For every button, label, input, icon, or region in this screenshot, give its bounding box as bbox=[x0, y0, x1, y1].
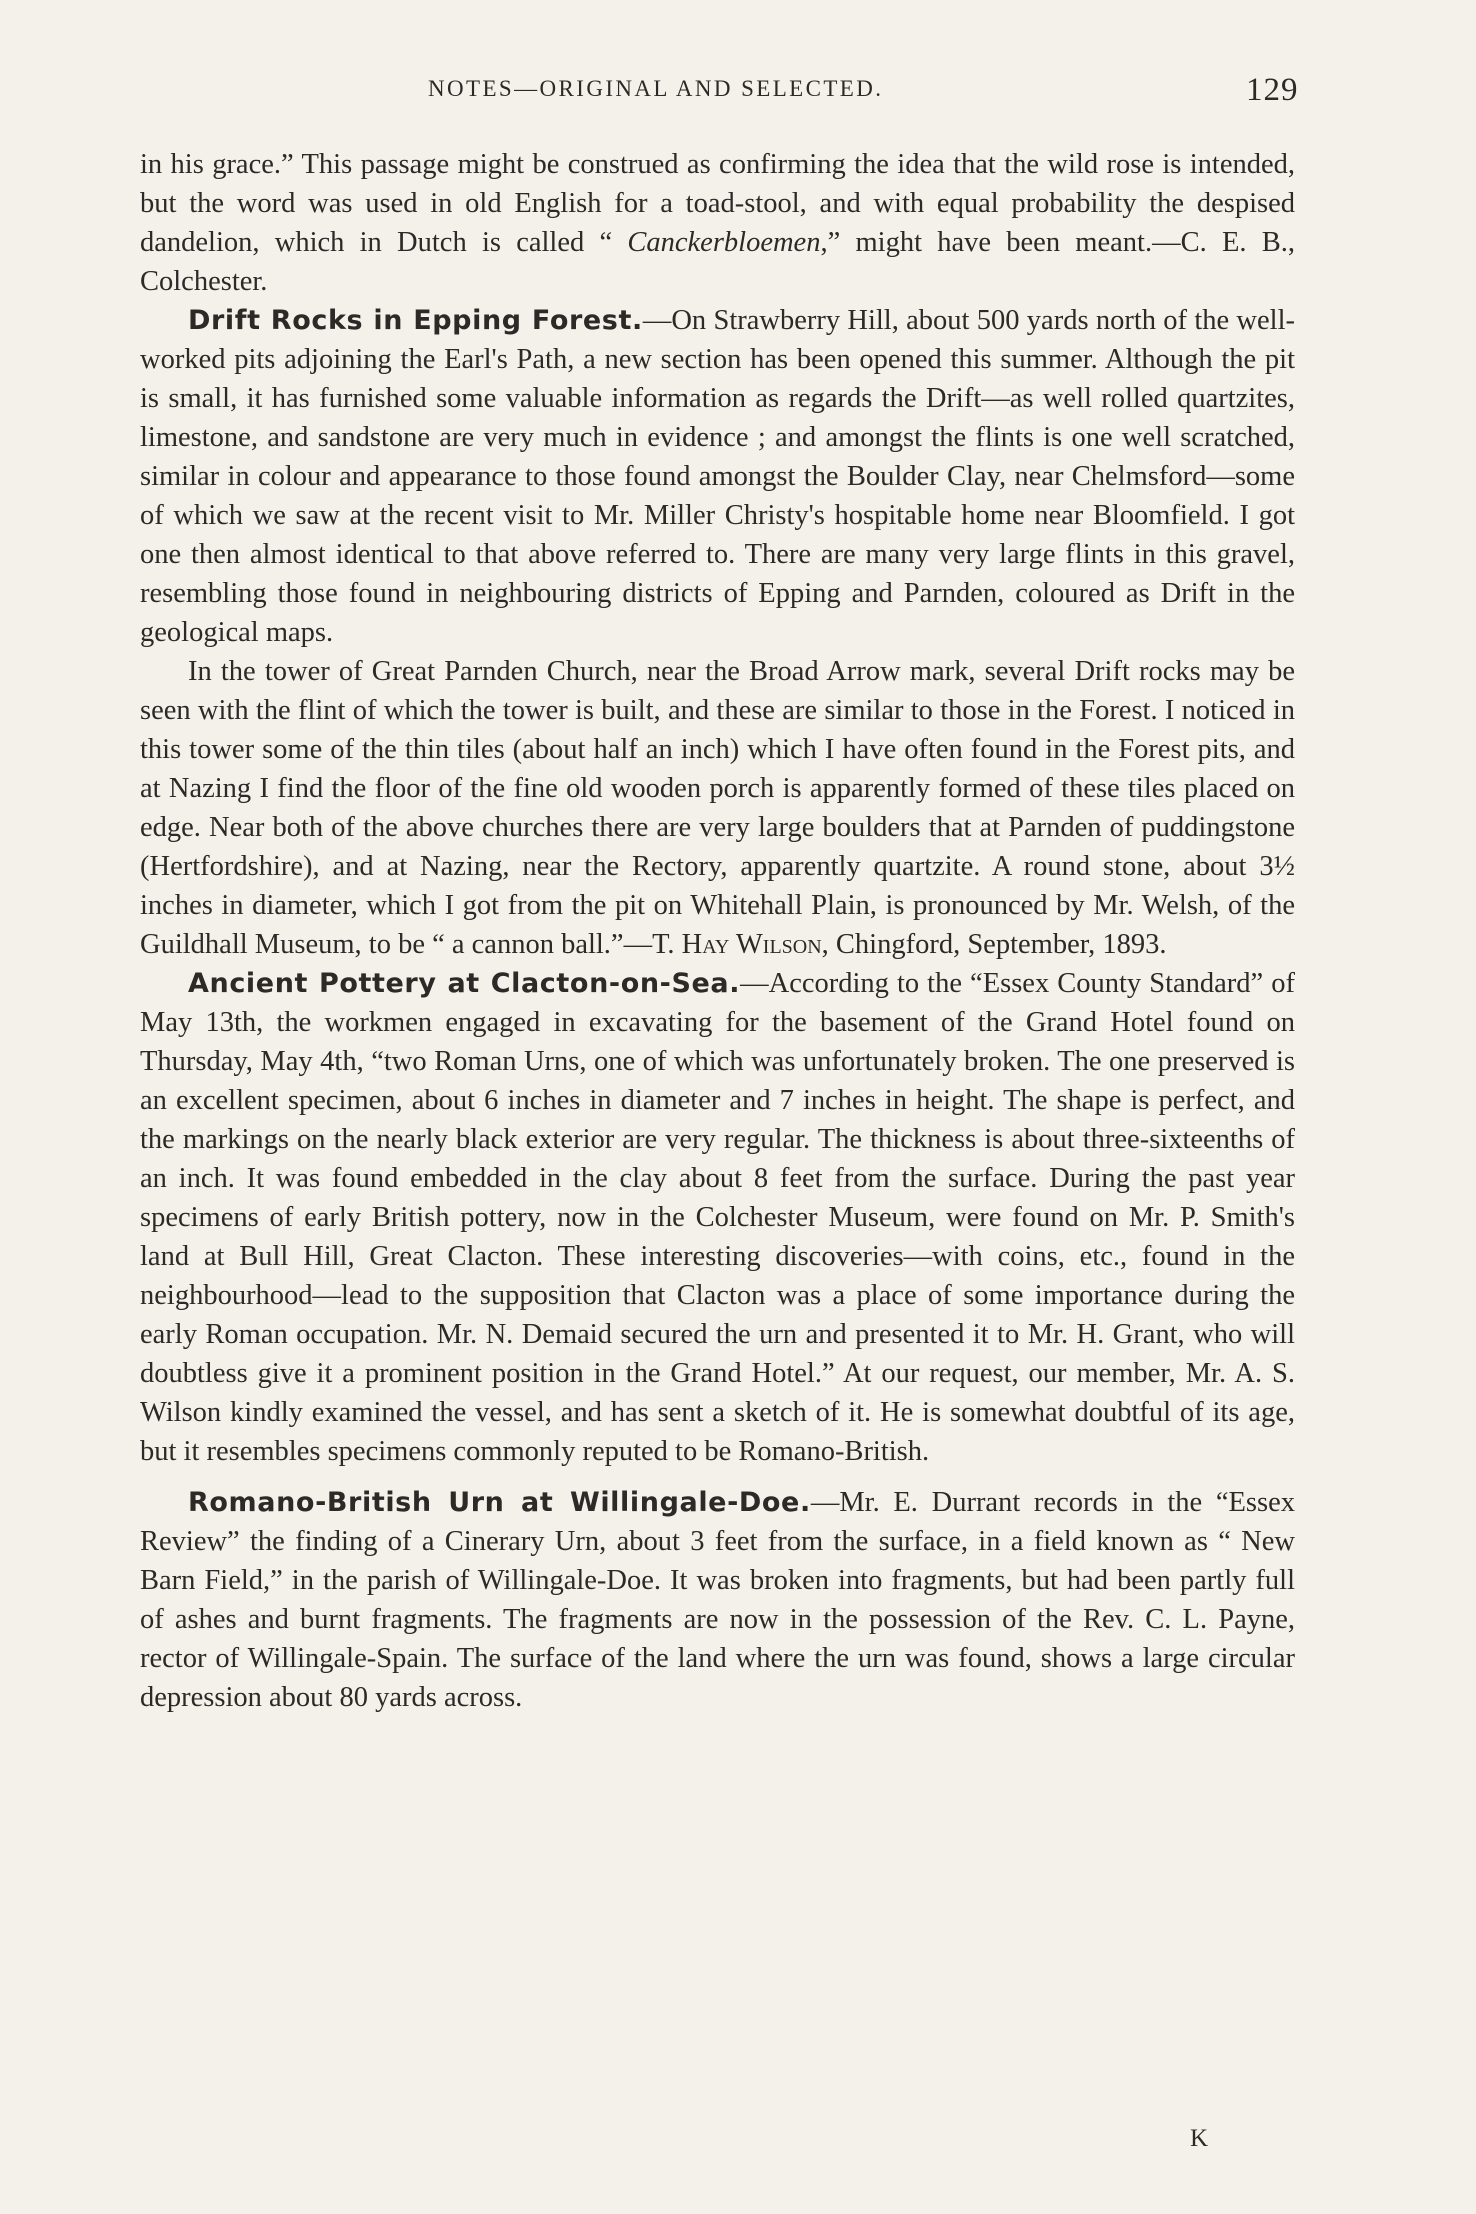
text-run: —Mr. E. Durrant records in the “Essex Review” the finding of a Cinerary Urn, about 3 feet from the surface, in a field known as “ New Barn Field,” in the parish of Willingale-Doe. It was broken into fragments, but had been partly full of ashes and burnt fragments. The fragments are now in the possession of the Rev. C. L. Payne, rector of Willingale-Spain. The surface of the land where the urn was found, shows a large circular depression about 80 yards across. bbox=[140, 1487, 1295, 1713]
text-body bbox=[140, 145, 1295, 1717]
section-heading: Drift Rocks in Epping Forest. bbox=[188, 305, 643, 336]
paragraph-drift-rocks bbox=[140, 301, 1295, 652]
paragraph-canckerbloemen-note bbox=[140, 145, 1295, 301]
author-name: Hay Wilson bbox=[681, 929, 822, 960]
text-run: ,” might have been meant.—C. E. B., Colchester. bbox=[140, 227, 1295, 297]
running-title: NOTES—ORIGINAL AND SELECTED. bbox=[428, 76, 884, 101]
paragraph-ancient-pottery bbox=[140, 964, 1295, 1471]
italic-term: Canckerbloemen bbox=[627, 227, 821, 258]
text-run: —On Strawberry Hill, about 500 yards north of the well-worked pits adjoining the Earl's Path, a new section has been opened this summer. Although the pit is small, it has furnished some valuable information as regards the Drift—as well rolled quartzites, limestone, and sandstone are very much in evidence ; and amongst the flints is one well scratched, similar in colour and appearance to those found amongst the Boulder Clay, near Chelmsford—some of which we saw at the recent visit to Mr. Miller Christy's hospitable home near Bloomfield. I got one then almost identical to that above referred to. There are many very large flints in this gravel, resembling those found in neighbouring districts of Epping and Parnden, coloured as Drift in the geological maps. bbox=[140, 305, 1295, 648]
paragraph-willingale-urn bbox=[140, 1483, 1295, 1717]
text-run: —According to the “Essex County Standard” of May 13th, the workmen engaged in excavating for the basement of the Grand Hotel found on Thursday, May 4th, “two Roman Urns, one of which was unfortunately broken. The one preserved is an excellent specimen, about 6 inches in diameter and 7 inches in height. The shape is perfect, and the markings on the nearly black exterior are very regular. The thickness is about three-sixteenths of an inch. It was found embedded in the clay about 8 feet from the surface. During the past year specimens of early British pottery, now in the Colchester Museum, were found on Mr. P. Smith's land at Bull Hill, Great Clacton. These interesting discoveries—with coins, etc., found in the neighbourhood—lead to the supposition that Clacton was a place of some importance during the early Roman occupation. Mr. N. Demaid secured the urn and presented it to Mr. H. Grant, who will doubtless give it a prominent position in the Grand Hotel.” At our request, our member, Mr. A. S. Wilson kindly examined the vessel, and has sent a sketch of it. He is somewhat doubtful of its age, but it resembles specimens commonly reputed to be Romano-British. bbox=[140, 968, 1295, 1467]
text-run: In the tower of Great Parnden Church, near the Broad Arrow mark, several Drift rocks may be seen with the flint of which the tower is built, and these are similar to those in the Forest. I noticed in this tower some of the thin tiles (about half an inch) which I have often found in the Forest pits, and at Nazing I find the floor of the fine old wooden porch is apparently formed of these tiles placed on edge. Near both of the above churches there are very large boulders that at Parnden of puddingstone (Hertfordshire), and at Nazing, near the Rectory, apparently quartzite. A round stone, about 3½ inches in diameter, which I got from the pit on Whitehall Plain, is pronounced by Mr. Welsh, of the Guildhall Museum, to be “ a cannon ball.”—T. bbox=[140, 656, 1295, 960]
text-run: , Chingford, September, 1893. bbox=[821, 929, 1167, 960]
paragraph-great-parnden-church bbox=[140, 652, 1295, 964]
section-heading: Ancient Pottery at Clacton-on-Sea. bbox=[188, 968, 741, 999]
text-run: in his grace.” This passage might be construed as confirming the idea that the wild rose is intended, but the word was used in old English for a toad-stool, and with equal probability the despised dandelion, which in Dutch is called “ bbox=[140, 149, 1295, 258]
running-header bbox=[0, 72, 1476, 116]
page-number: 129 bbox=[1246, 72, 1299, 108]
signature-mark: K bbox=[1190, 2125, 1209, 2152]
section-heading: Romano-British Urn at Willingale-Doe. bbox=[188, 1487, 811, 1518]
